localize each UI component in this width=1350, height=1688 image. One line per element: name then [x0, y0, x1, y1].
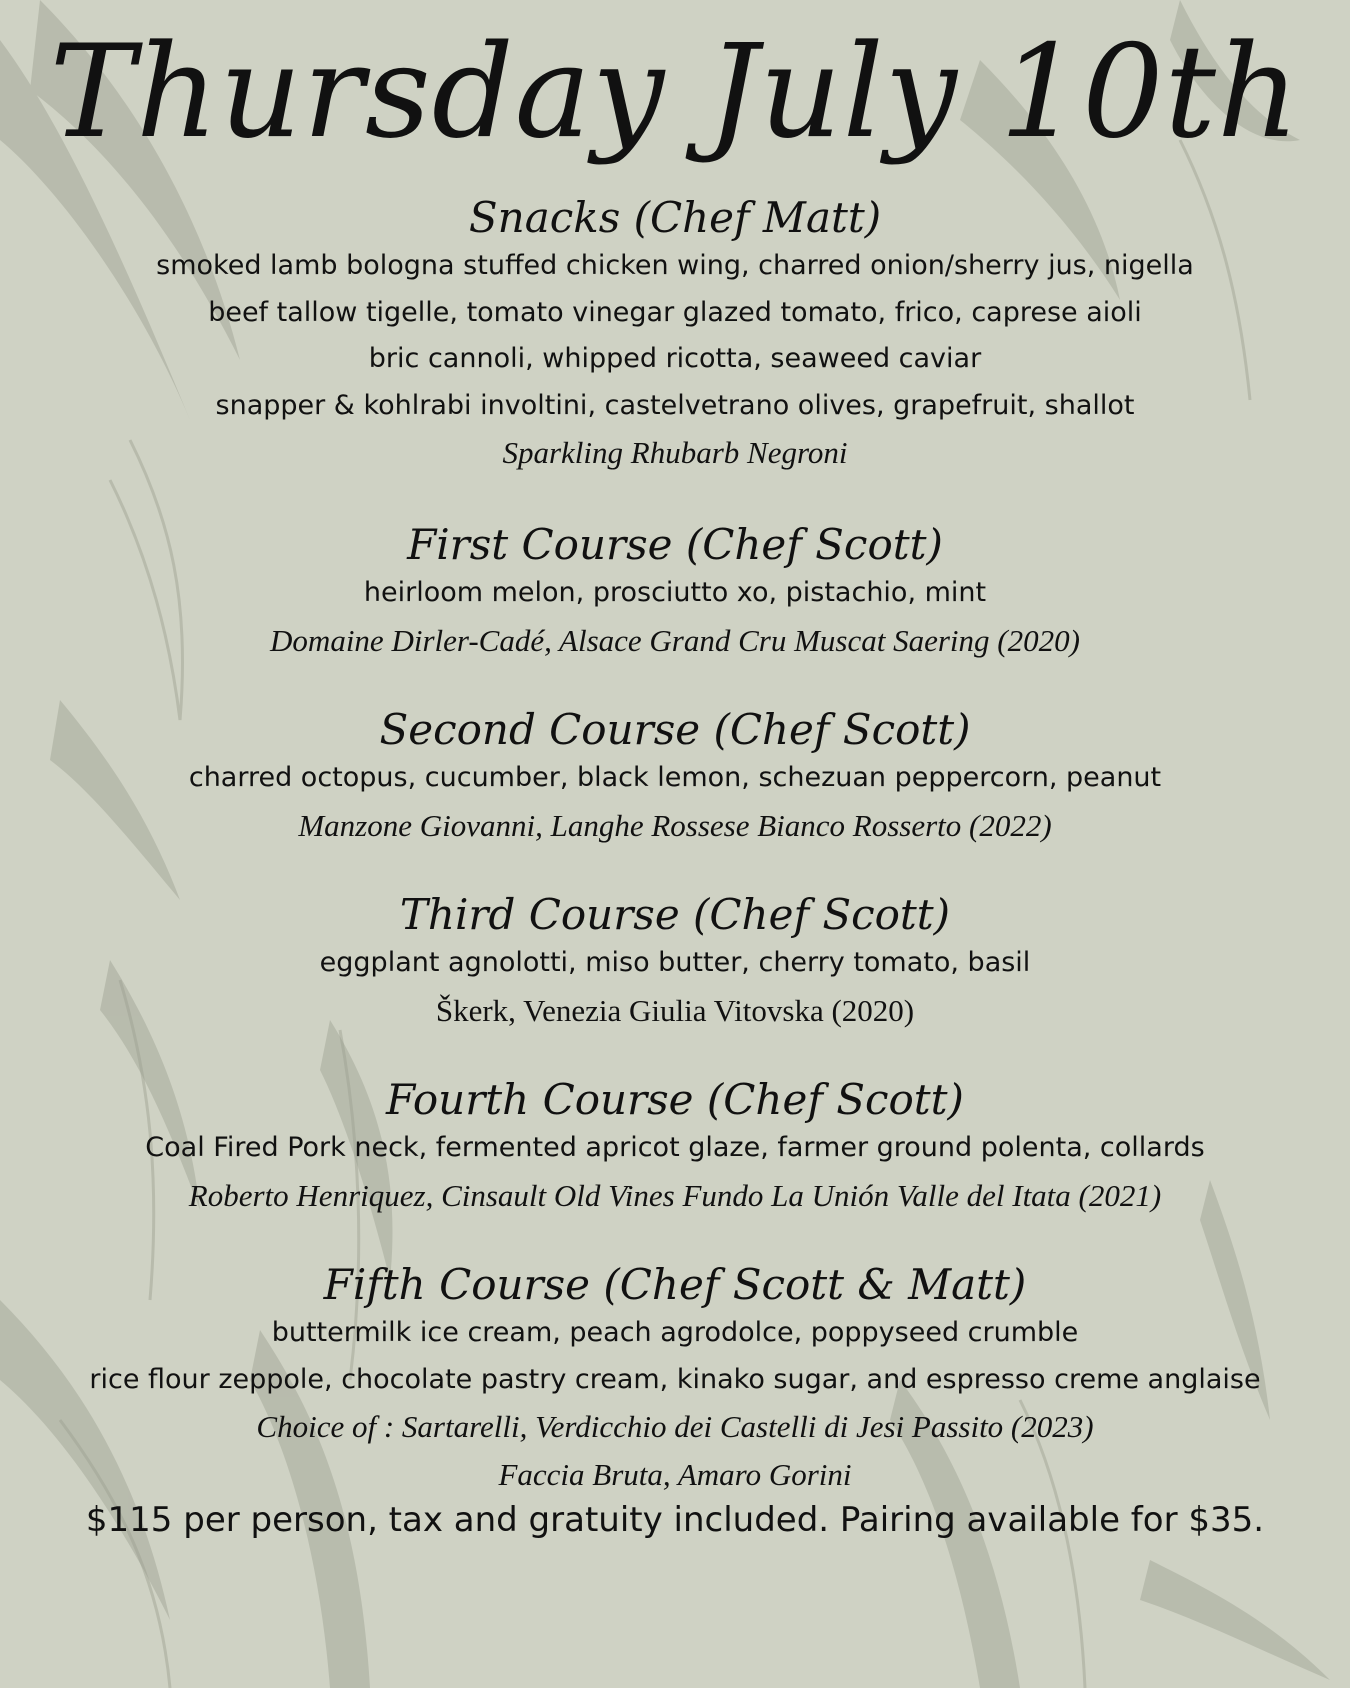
drink-pairing: Roberto Henriquez, Cinsault Old Vines Fundo La Unión Valle del Itata (2021): [188, 1177, 1162, 1213]
dish-line: smoked lamb bologna stuffed chicken wing, charred onion/sherry jus, nigella: [156, 250, 1194, 281]
drink-pairing: Manzone Giovanni, Langhe Rossese Bianco Rosserto (2022): [298, 807, 1052, 843]
dish-line: bric cannoli, whipped ricotta, seaweed caviar: [368, 343, 982, 374]
drink-pairing: Faccia Bruta, Amaro Gorini: [498, 1457, 852, 1492]
fifth-course-section: [0, 1260, 1350, 1499]
section-heading: Third Course (Chef Scott): [399, 890, 951, 939]
fourth-course-section: [0, 1075, 1350, 1220]
dish-line: beef tallow tigelle, tomato vinegar glazed tomato, frico, caprese aioli: [208, 296, 1142, 328]
drink-pairing: Sparkling Rhubarb Negroni: [502, 435, 848, 470]
dish-line: buttermilk ice cream, peach agrodolce, poppyseed crumble: [271, 1317, 1079, 1348]
drink-pairing: Domaine Dirler-Cadé, Alsace Grand Cru Muscat Saering (2020): [270, 622, 1080, 658]
drink-pairing: Škerk, Venezia Giulia Vitovska (2020): [435, 992, 915, 1028]
section-heading: Second Course (Chef Scott): [379, 705, 971, 754]
menu-date-title: Thursday July 10th: [49, 18, 1301, 167]
dish-line: charred octopus, cucumber, black lemon, schezuan peppercorn, peanut: [188, 762, 1162, 793]
drink-pairing: Choice of : Sartarelli, Verdicchio dei Castelli di Jesi Passito (2023): [256, 1409, 1094, 1444]
dish-line: snapper & kohlrabi involtini, castelvetrano olives, grapefruit, shallot: [215, 389, 1135, 421]
section-heading: Fourth Course (Chef Scott): [386, 1075, 964, 1124]
dish-line: rice flour zeppole, chocolate pastry cream, kinako sugar, and espresso creme anglaise: [89, 1363, 1261, 1395]
dish-line: eggplant agnolotti, miso butter, cherry tomato, basil: [319, 947, 1031, 978]
section-heading: First Course (Chef Scott): [407, 520, 943, 569]
third-course-section: [0, 890, 1350, 1035]
first-course-section: [0, 520, 1350, 665]
section-heading: Snacks (Chef Matt): [468, 193, 882, 242]
price-note: $115 per person, tax and gratuity included. Pairing available for $35.: [85, 1500, 1265, 1540]
second-course-section: [0, 705, 1350, 850]
snacks-section: [0, 193, 1350, 477]
dish-line: heirloom melon, prosciutto xo, pistachio, mint: [363, 577, 987, 608]
dish-line: Coal Fired Pork neck, fermented apricot glaze, farmer ground polenta, collards: [145, 1132, 1205, 1163]
section-heading: Fifth Course (Chef Scott & Matt): [323, 1260, 1027, 1309]
